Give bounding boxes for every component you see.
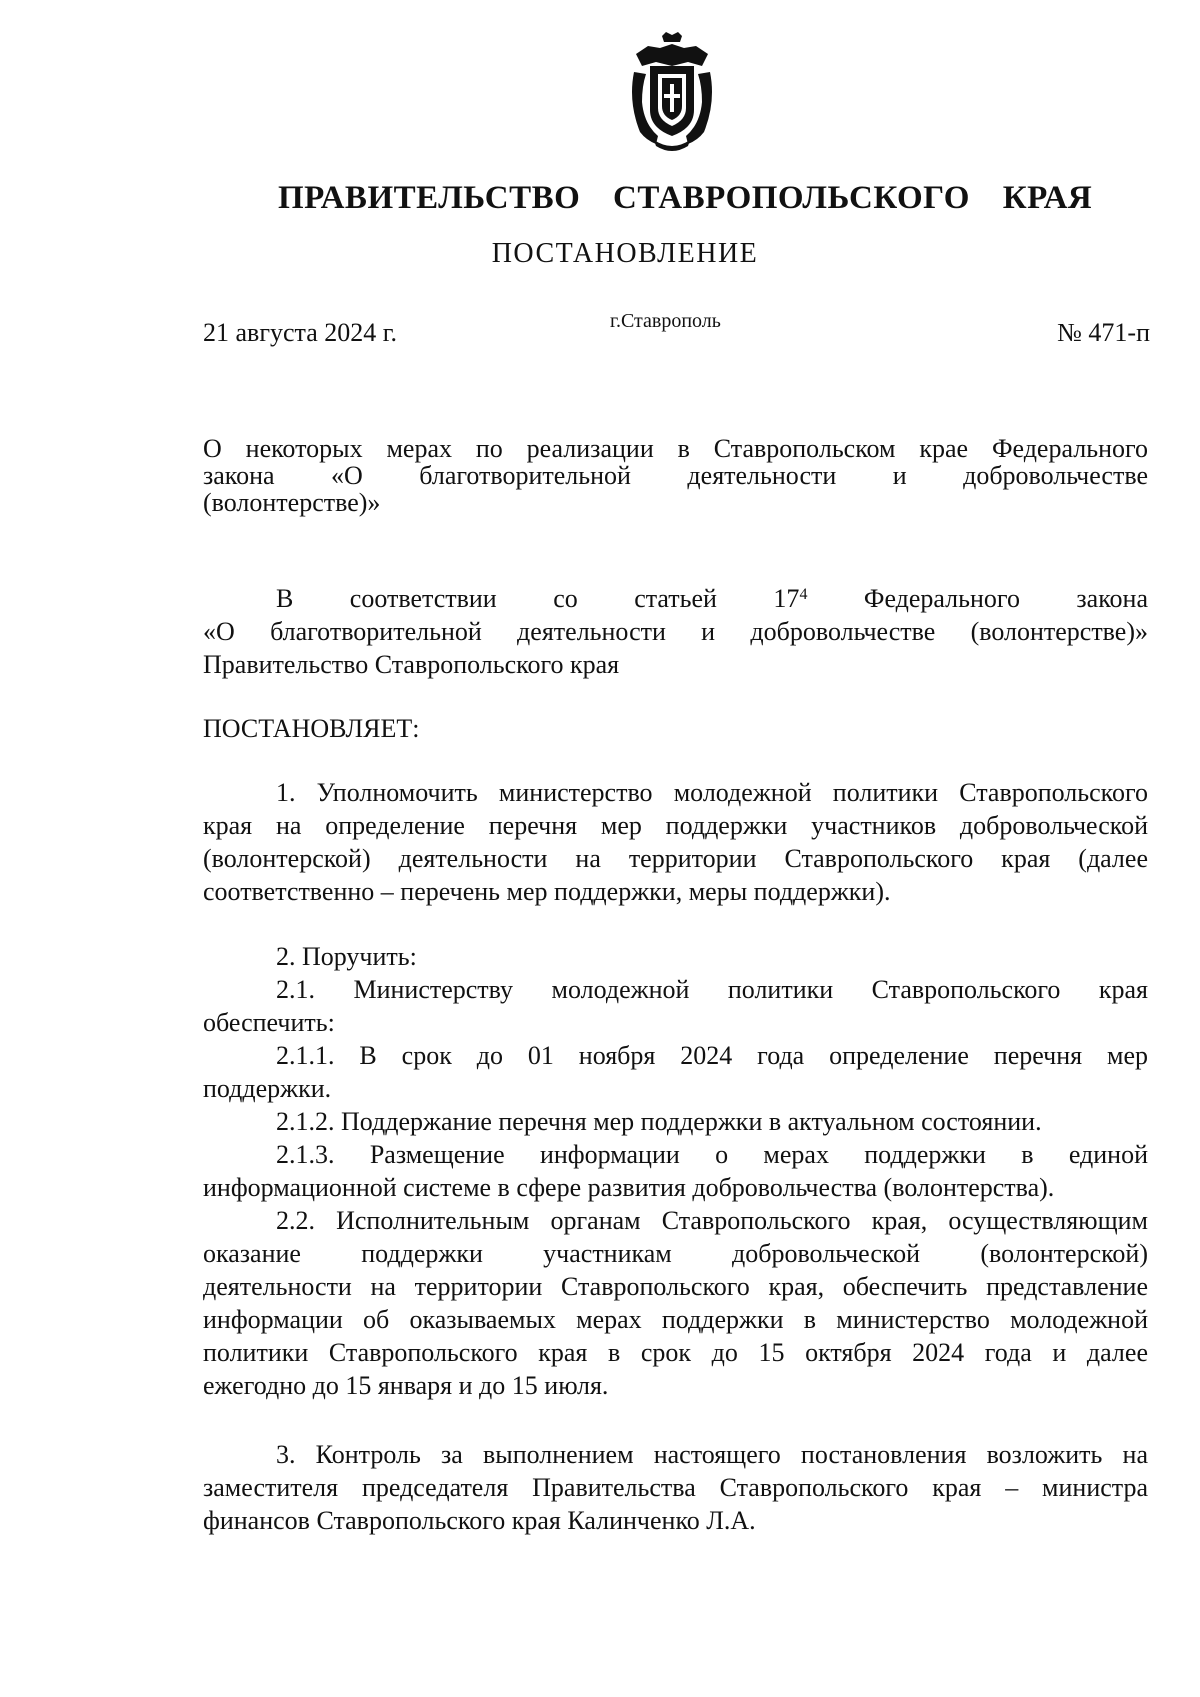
paragraph-line: 1. Уполномочить министерство молодежной политики Ставропольского bbox=[276, 778, 1148, 807]
paragraph-line: 2. Поручить: bbox=[276, 942, 417, 971]
item-2 bbox=[203, 940, 1148, 1402]
document-subject bbox=[203, 435, 1148, 516]
paragraph-line: оказание поддержки участникам добровольческой (волонтерской) bbox=[203, 1239, 1148, 1268]
paragraph-line: 3. Контроль за выполнением настоящего постановления возложить на bbox=[276, 1440, 1148, 1469]
document-city: г.Ставрополь bbox=[610, 310, 721, 332]
paragraph-line: 2.1.1. В срок до 01 ноября 2024 года определение перечня мер bbox=[276, 1041, 1148, 1070]
paragraph-line: информационной системе в сфере развития добровольчества (волонтерства). bbox=[203, 1173, 1055, 1202]
preamble-line bbox=[203, 582, 1148, 615]
paragraph-line: 2.1.2. Поддержание перечня мер поддержки в актуальном состоянии. bbox=[276, 1107, 1042, 1136]
coat-of-arms-icon bbox=[628, 32, 716, 152]
paragraph-line: обеспечить: bbox=[203, 1008, 335, 1037]
paragraph-line: заместителя председателя Правительства Ставропольского края – министра bbox=[203, 1473, 1148, 1502]
paragraph-line: 2.1. Министерству молодежной политики Ставропольского края bbox=[276, 975, 1148, 1004]
paragraph-line: финансов Ставропольского края Калинченко Л.А. bbox=[203, 1506, 756, 1535]
article-superscript: 4 bbox=[799, 586, 808, 603]
subject-line: О некоторых мерах по реализации в Ставропольском крае Федерального bbox=[203, 434, 1148, 463]
paragraph-line: 2.1.3. Размещение информации о мерах поддержки в единой bbox=[276, 1140, 1148, 1169]
paragraph-line: ежегодно до 15 января и до 15 июля. bbox=[203, 1371, 609, 1400]
resolves-heading: ПОСТАНОВЛЯЕТ: bbox=[203, 714, 420, 743]
paragraph-line: деятельности на территории Ставропольского края, обеспечить представление bbox=[203, 1272, 1148, 1301]
preamble bbox=[203, 582, 1148, 681]
preamble-text: Федерального закона bbox=[807, 584, 1148, 613]
subject-line: (волонтерстве)» bbox=[203, 488, 381, 517]
paragraph-line: соответственно – перечень мер поддержки, меры поддержки). bbox=[203, 877, 891, 906]
paragraph-line: (волонтерской) деятельности на территории Ставропольского края (далее bbox=[203, 844, 1148, 873]
document-number: № 471-п bbox=[1057, 318, 1150, 347]
document-date: 21 августа 2024 г. bbox=[203, 318, 397, 347]
paragraph-line: края на определение перечня мер поддержки участников добровольческой bbox=[203, 811, 1148, 840]
paragraph-line: информации об оказываемых мерах поддержки в министерство молодежной bbox=[203, 1305, 1148, 1334]
paragraph-line: 2.2. Исполнительным органам Ставропольского края, осуществляющим bbox=[276, 1206, 1148, 1235]
paragraph-line: поддержки. bbox=[203, 1074, 332, 1103]
item-1 bbox=[203, 776, 1148, 908]
preamble-line: «О благотворительной деятельности и добровольчестве (волонтерстве)» bbox=[203, 617, 1148, 646]
organization-title: ПРАВИТЕЛЬСТВО СТАВРОПОЛЬСКОГО КРАЯ bbox=[278, 180, 1093, 216]
subject-line: закона «О благотворительной деятельности и добровольчестве bbox=[203, 461, 1148, 490]
paragraph-line: политики Ставропольского края в срок до 15 октября 2024 года и далее bbox=[203, 1338, 1148, 1367]
preamble-text: В соответствии со статьей 17 bbox=[276, 584, 800, 613]
document-type: ПОСТАНОВЛЕНИЕ bbox=[491, 238, 759, 269]
preamble-line: Правительство Ставропольского края bbox=[203, 650, 620, 679]
item-3 bbox=[203, 1438, 1148, 1537]
